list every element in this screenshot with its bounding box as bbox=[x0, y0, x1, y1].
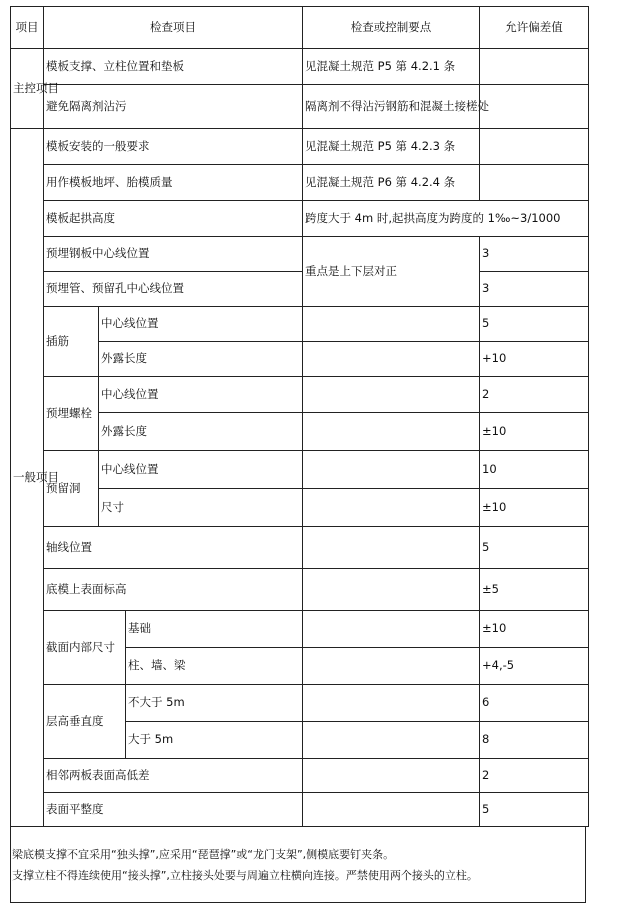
check-item: 模板安装的一般要求 bbox=[44, 129, 303, 165]
sub-item: 基础 bbox=[126, 611, 303, 648]
inspection-table bbox=[10, 6, 589, 827]
table-row bbox=[11, 272, 589, 307]
control-point bbox=[303, 377, 480, 413]
tolerance-value: +10 bbox=[480, 342, 589, 377]
tolerance-value: 5 bbox=[480, 527, 589, 569]
tolerance-value: ±5 bbox=[480, 569, 589, 611]
table-row bbox=[11, 85, 589, 129]
tolerance-value bbox=[480, 85, 589, 129]
table-row bbox=[11, 685, 589, 722]
check-item: 层高垂直度 bbox=[44, 685, 126, 759]
control-point bbox=[303, 793, 480, 827]
group-main-control: 主控项目 bbox=[11, 49, 44, 129]
control-point bbox=[303, 413, 480, 451]
check-item: 表面平整度 bbox=[44, 793, 303, 827]
check-item: 预埋螺栓 bbox=[44, 377, 99, 451]
sub-item: 外露长度 bbox=[99, 413, 303, 451]
control-point bbox=[303, 611, 480, 648]
check-item: 模板支撑、立柱位置和垫板 bbox=[44, 49, 303, 85]
table-row bbox=[11, 527, 589, 569]
tolerance-value bbox=[480, 165, 589, 201]
check-item: 相邻两板表面高低差 bbox=[44, 759, 303, 793]
table-row bbox=[11, 307, 589, 342]
note-line: 梁底模支撑不宜采用“独头撑”,应采用“琵琶撑”或“龙门支架”,侧模底要钉夹条。 bbox=[12, 847, 395, 861]
check-item: 避免隔离剂沾污 bbox=[44, 85, 303, 129]
control-point: 见混凝土规范 P5 第 4.2.3 条 bbox=[303, 129, 480, 165]
table-row bbox=[11, 237, 589, 272]
sub-item: 尺寸 bbox=[99, 489, 303, 527]
tolerance-value: 2 bbox=[480, 759, 589, 793]
header-control-points: 检查或控制要点 bbox=[303, 7, 480, 49]
control-point bbox=[303, 722, 480, 759]
control-point: 见混凝土规范 P6 第 4.2.4 条 bbox=[303, 165, 480, 201]
control-point: 隔离剂不得沾污钢筋和混凝土接槎处 bbox=[303, 85, 480, 129]
table-row bbox=[11, 165, 589, 201]
tolerance-value: 5 bbox=[480, 307, 589, 342]
sub-item: 柱、墙、梁 bbox=[126, 648, 303, 685]
note-line: 支撑立柱不得连续使用“接头撑”,立柱接头处要与周遍立柱横向连接。严禁使用两个接头的立柱。 bbox=[12, 868, 478, 882]
notes-section bbox=[10, 827, 586, 903]
sub-item: 中心线位置 bbox=[99, 451, 303, 489]
control-point bbox=[303, 527, 480, 569]
inspection-document bbox=[10, 6, 588, 903]
table-row bbox=[11, 569, 589, 611]
control-point bbox=[303, 451, 480, 489]
header-check-item: 检查项目 bbox=[44, 7, 303, 49]
tolerance-value: 2 bbox=[480, 377, 589, 413]
tolerance-value bbox=[480, 129, 589, 165]
check-item: 底模上表面标高 bbox=[44, 569, 303, 611]
control-point: 见混凝土规范 P5 第 4.2.1 条 bbox=[303, 49, 480, 85]
group-general: 一般项目 bbox=[11, 129, 44, 827]
table-row bbox=[11, 451, 589, 489]
table-row bbox=[11, 759, 589, 793]
tolerance-value: 5 bbox=[480, 793, 589, 827]
check-item: 截面内部尺寸 bbox=[44, 611, 126, 685]
sub-item: 大于 5m bbox=[126, 722, 303, 759]
control-point: 跨度大于 4m 时,起拱高度为跨度的 1‰~3/1000 bbox=[303, 201, 589, 237]
table-row bbox=[11, 793, 589, 827]
sub-item: 外露长度 bbox=[99, 342, 303, 377]
table-row bbox=[11, 201, 589, 237]
table-header-row bbox=[11, 7, 589, 49]
control-point bbox=[303, 342, 480, 377]
sub-item: 中心线位置 bbox=[99, 307, 303, 342]
check-item: 预埋钢板中心线位置 bbox=[44, 237, 303, 272]
table-row bbox=[11, 129, 589, 165]
control-point bbox=[303, 569, 480, 611]
control-point bbox=[303, 648, 480, 685]
control-point: 重点是上下层对正 bbox=[303, 237, 480, 307]
header-item: 项目 bbox=[11, 7, 44, 49]
control-point bbox=[303, 307, 480, 342]
tolerance-value: ±10 bbox=[480, 611, 589, 648]
tolerance-value: 3 bbox=[480, 237, 589, 272]
check-item: 模板起拱高度 bbox=[44, 201, 303, 237]
check-item: 插筋 bbox=[44, 307, 99, 377]
tolerance-value: +4,-5 bbox=[480, 648, 589, 685]
tolerance-value: ±10 bbox=[480, 413, 589, 451]
header-tolerance: 允许偏差值 bbox=[480, 7, 589, 49]
check-item: 预埋管、预留孔中心线位置 bbox=[44, 272, 303, 307]
table-row bbox=[11, 49, 589, 85]
tolerance-value: 10 bbox=[480, 451, 589, 489]
sub-item: 不大于 5m bbox=[126, 685, 303, 722]
table-row bbox=[11, 611, 589, 648]
check-item: 用作模板地坪、胎模质量 bbox=[44, 165, 303, 201]
control-point bbox=[303, 685, 480, 722]
tolerance-value: 6 bbox=[480, 685, 589, 722]
tolerance-value: ±10 bbox=[480, 489, 589, 527]
tolerance-value: 3 bbox=[480, 272, 589, 307]
sub-item: 中心线位置 bbox=[99, 377, 303, 413]
check-item: 预留洞 bbox=[44, 451, 99, 527]
tolerance-value: 8 bbox=[480, 722, 589, 759]
control-point bbox=[303, 489, 480, 527]
table-row bbox=[11, 377, 589, 413]
control-point bbox=[303, 759, 480, 793]
tolerance-value bbox=[480, 49, 589, 85]
check-item: 轴线位置 bbox=[44, 527, 303, 569]
